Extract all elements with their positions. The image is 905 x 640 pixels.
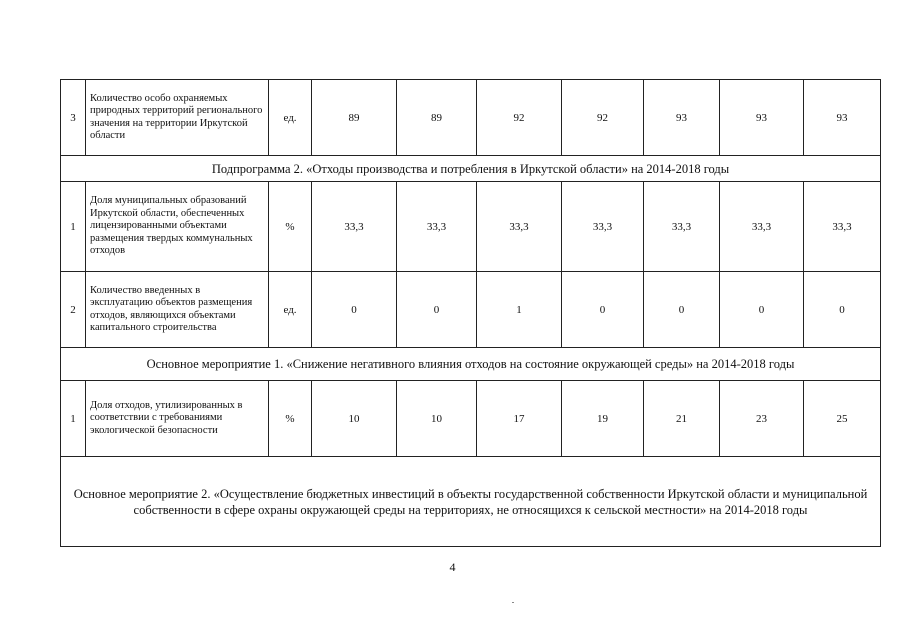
table-row [61,381,881,457]
value-cell: 21 [644,381,720,457]
value-cell: 17 [477,381,562,457]
value-cell: 10 [397,381,477,457]
value-cell: 33,3 [477,182,562,272]
value-cell: 93 [644,80,720,156]
value-cell: 33,3 [312,182,397,272]
table-row [61,182,881,272]
section-header-row [61,156,881,182]
unit-cell: ед. [269,80,312,156]
section-header: Основное мероприятие 1. «Снижение негативного влияния отходов на состояние окружающей среды» на 2014-2018 годы [61,348,881,381]
value-cell: 0 [644,272,720,348]
value-cell: 1 [477,272,562,348]
section-header: Подпрограмма 2. «Отходы производства и потребления в Иркутской области» на 2014-2018 годы [61,156,881,182]
value-cell: 0 [312,272,397,348]
page-number: 4 [449,560,456,574]
value-cell: 33,3 [644,182,720,272]
value-cell: 89 [312,80,397,156]
value-cell: 10 [312,381,397,457]
row-number: 3 [61,80,86,156]
row-number: 2 [61,272,86,348]
value-cell: 93 [720,80,804,156]
unit-cell: % [269,381,312,457]
unit-cell: ед. [269,272,312,348]
section-header-row [61,457,881,547]
table-row [61,272,881,348]
indicator-name: Доля муниципальных образований Иркутской области, обеспеченных лицензированными объектами размещения твердых коммунальных отходов [86,182,269,272]
unit-cell: % [269,182,312,272]
scan-speck [512,602,514,603]
value-cell: 89 [397,80,477,156]
indicator-name: Количество особо охраняемых природных территорий регионального значения на территории Иркутской области [86,80,269,156]
value-cell: 33,3 [804,182,881,272]
indicator-name: Количество введенных в эксплуатацию объектов размещения отходов, являющихся объектами капитального строительства [86,272,269,348]
indicator-name: Доля отходов, утилизированных в соответствии с требованиями экологической безопасности [86,381,269,457]
value-cell: 25 [804,381,881,457]
value-cell: 19 [562,381,644,457]
value-cell: 92 [477,80,562,156]
row-number: 1 [61,182,86,272]
row-number: 1 [61,381,86,457]
value-cell: 0 [804,272,881,348]
value-cell: 33,3 [397,182,477,272]
value-cell: 33,3 [720,182,804,272]
section-header: Основное мероприятие 2. «Осуществление бюджетных инвестиций в объекты государственной собственности Иркутской области и муниципальной собственности в сфере охраны окружающей среды на территориях, не относящихся к сельской местности» на 2014-2018 годы [61,457,881,547]
table-row [61,80,881,156]
value-cell: 92 [562,80,644,156]
value-cell: 33,3 [562,182,644,272]
section-header-row [61,348,881,381]
value-cell: 0 [562,272,644,348]
indicators-table [60,79,881,547]
value-cell: 93 [804,80,881,156]
value-cell: 23 [720,381,804,457]
value-cell: 0 [397,272,477,348]
value-cell: 0 [720,272,804,348]
